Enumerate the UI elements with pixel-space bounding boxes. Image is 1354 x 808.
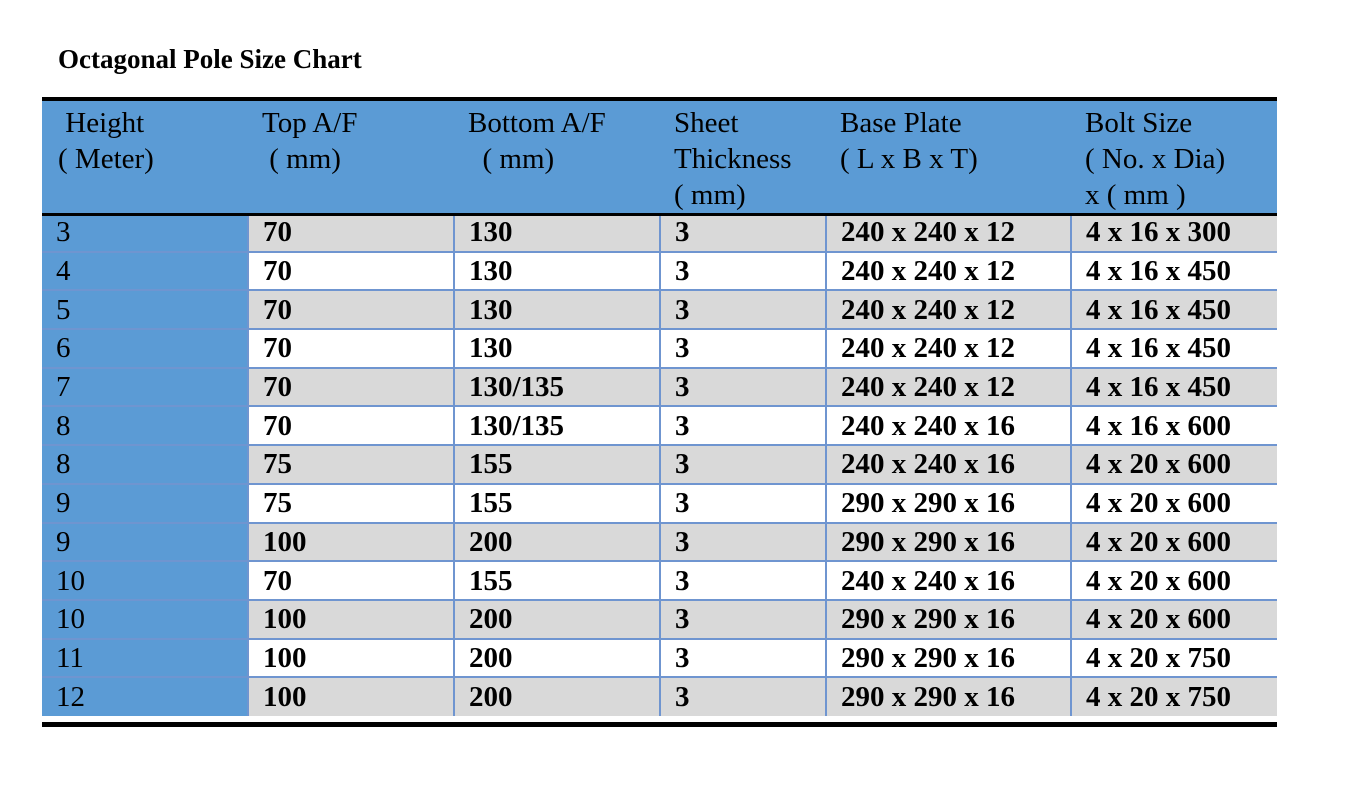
table-row: [42, 484, 1277, 523]
cell-base-plate: 290 x 290 x 16: [826, 639, 1071, 678]
cell-top-af: 70: [248, 290, 454, 329]
cell-base-plate: 240 x 240 x 16: [826, 406, 1071, 445]
cell-bottom-af: 130/135: [454, 406, 660, 445]
cell-top-af: 70: [248, 368, 454, 407]
pole-size-table: [42, 101, 1277, 716]
cell-bolt-size: 4 x 20 x 600: [1071, 445, 1277, 484]
table-row: [42, 406, 1277, 445]
cell-base-plate: 290 x 290 x 16: [826, 523, 1071, 562]
cell-sheet-thickness: 3: [660, 639, 826, 678]
table-row: [42, 639, 1277, 678]
cell-bolt-size: 4 x 16 x 600: [1071, 406, 1277, 445]
cell-height: 9: [42, 523, 248, 562]
cell-bolt-size: 4 x 20 x 600: [1071, 600, 1277, 639]
table-row: [42, 213, 1277, 252]
cell-sheet-thickness: 3: [660, 561, 826, 600]
header-row: [42, 101, 1277, 213]
cell-height: 8: [42, 445, 248, 484]
cell-top-af: 100: [248, 639, 454, 678]
cell-sheet-thickness: 3: [660, 523, 826, 562]
table-row: [42, 561, 1277, 600]
cell-bottom-af: 130: [454, 290, 660, 329]
cell-base-plate: 290 x 290 x 16: [826, 677, 1071, 716]
cell-bottom-af: 200: [454, 639, 660, 678]
cell-height: 8: [42, 406, 248, 445]
cell-top-af: 70: [248, 213, 454, 252]
cell-base-plate: 290 x 290 x 16: [826, 484, 1071, 523]
header-bolt-size: Bolt Size ( No. x Dia) x ( mm ): [1071, 101, 1277, 213]
cell-height: 3: [42, 213, 248, 252]
cell-base-plate: 240 x 240 x 16: [826, 445, 1071, 484]
table-body: [42, 213, 1277, 716]
cell-bottom-af: 155: [454, 484, 660, 523]
table-row: [42, 677, 1277, 716]
cell-base-plate: 240 x 240 x 16: [826, 561, 1071, 600]
cell-top-af: 70: [248, 406, 454, 445]
cell-sheet-thickness: 3: [660, 368, 826, 407]
cell-bottom-af: 130/135: [454, 368, 660, 407]
cell-height: 10: [42, 561, 248, 600]
table-row: [42, 329, 1277, 368]
cell-sheet-thickness: 3: [660, 600, 826, 639]
header-sheet-thickness: Sheet Thickness ( mm): [660, 101, 826, 213]
page-title: Octagonal Pole Size Chart: [58, 44, 362, 74]
table-row: [42, 252, 1277, 291]
cell-height: 5: [42, 290, 248, 329]
cell-height: 11: [42, 639, 248, 678]
table-header: [42, 101, 1277, 213]
cell-height: 9: [42, 484, 248, 523]
header-bottom-af: Bottom A/F ( mm): [454, 101, 660, 213]
cell-height: 6: [42, 329, 248, 368]
header-top-af: Top A/F ( mm): [248, 101, 454, 213]
cell-bolt-size: 4 x 20 x 750: [1071, 677, 1277, 716]
cell-top-af: 75: [248, 445, 454, 484]
table-row: [42, 290, 1277, 329]
cell-top-af: 75: [248, 484, 454, 523]
cell-top-af: 100: [248, 677, 454, 716]
cell-sheet-thickness: 3: [660, 213, 826, 252]
header-divider-rule: [42, 213, 1277, 216]
cell-sheet-thickness: 3: [660, 484, 826, 523]
cell-height: 10: [42, 600, 248, 639]
header-base-plate: Base Plate ( L x B x T): [826, 101, 1071, 213]
cell-base-plate: 240 x 240 x 12: [826, 329, 1071, 368]
cell-base-plate: 240 x 240 x 12: [826, 290, 1071, 329]
cell-height: 12: [42, 677, 248, 716]
cell-bolt-size: 4 x 16 x 450: [1071, 290, 1277, 329]
cell-top-af: 100: [248, 523, 454, 562]
cell-bolt-size: 4 x 16 x 450: [1071, 368, 1277, 407]
cell-bolt-size: 4 x 20 x 600: [1071, 523, 1277, 562]
cell-top-af: 100: [248, 600, 454, 639]
cell-bottom-af: 130: [454, 329, 660, 368]
cell-bottom-af: 155: [454, 561, 660, 600]
cell-bottom-af: 130: [454, 213, 660, 252]
cell-bolt-size: 4 x 16 x 300: [1071, 213, 1277, 252]
cell-bottom-af: 155: [454, 445, 660, 484]
cell-bottom-af: 200: [454, 523, 660, 562]
cell-sheet-thickness: 3: [660, 252, 826, 291]
cell-base-plate: 240 x 240 x 12: [826, 368, 1071, 407]
cell-bottom-af: 200: [454, 677, 660, 716]
cell-bolt-size: 4 x 20 x 600: [1071, 484, 1277, 523]
header-height: Height ( Meter): [42, 101, 248, 213]
cell-base-plate: 240 x 240 x 12: [826, 252, 1071, 291]
cell-bolt-size: 4 x 20 x 750: [1071, 639, 1277, 678]
table-row: [42, 368, 1277, 407]
table-row: [42, 445, 1277, 484]
table-row: [42, 600, 1277, 639]
cell-height: 4: [42, 252, 248, 291]
cell-sheet-thickness: 3: [660, 677, 826, 716]
cell-bolt-size: 4 x 20 x 600: [1071, 561, 1277, 600]
cell-sheet-thickness: 3: [660, 406, 826, 445]
cell-bolt-size: 4 x 16 x 450: [1071, 329, 1277, 368]
table-bottom-rule: [42, 722, 1277, 727]
cell-sheet-thickness: 3: [660, 329, 826, 368]
cell-height: 7: [42, 368, 248, 407]
cell-bottom-af: 200: [454, 600, 660, 639]
cell-top-af: 70: [248, 252, 454, 291]
cell-base-plate: 240 x 240 x 12: [826, 213, 1071, 252]
cell-base-plate: 290 x 290 x 16: [826, 600, 1071, 639]
cell-bottom-af: 130: [454, 252, 660, 291]
cell-top-af: 70: [248, 561, 454, 600]
cell-sheet-thickness: 3: [660, 290, 826, 329]
cell-top-af: 70: [248, 329, 454, 368]
cell-sheet-thickness: 3: [660, 445, 826, 484]
table-row: [42, 523, 1277, 562]
cell-bolt-size: 4 x 16 x 450: [1071, 252, 1277, 291]
